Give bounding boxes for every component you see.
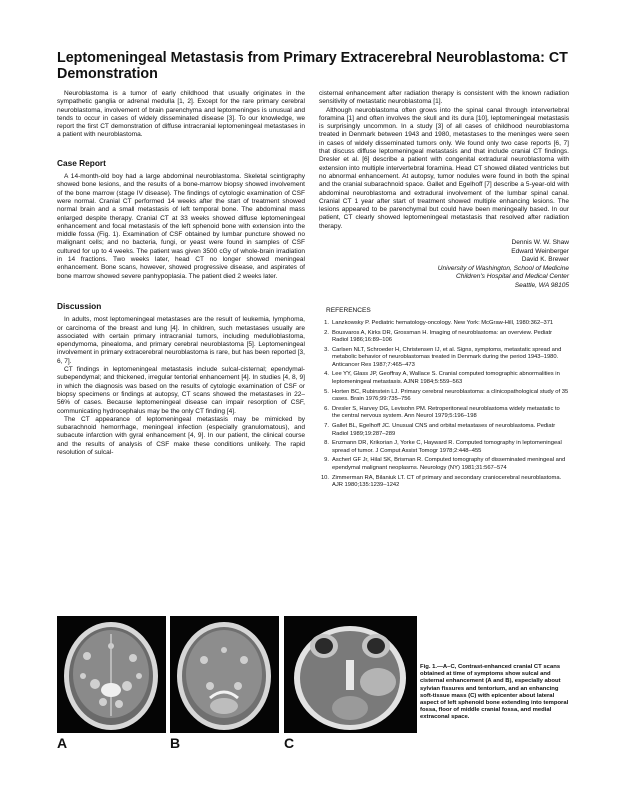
- affiliation-line: Children's Hospital and Medical Center: [456, 273, 569, 281]
- author-name: David K. Brewer: [521, 256, 569, 264]
- panel-label-a: A: [57, 735, 68, 751]
- reference-item: 4. Lee YY, Glass JP, Geoffray A, Wallace S. Cranial computed tomographic abnormalities in leptomeningeal metastasis. AJNR 1984;5:559–563: [324, 371, 560, 385]
- right-paragraph-1: cisternal enhancement after radiation therapy is consistent with the known radiation sensitivity of metastatic neuroblastoma [1].: [319, 90, 569, 106]
- discussion-paragraph-3: The CT appearance of leptomeningeal metastasis may be mimicked by subarachnoid hemorrhage, meningeal infection (especially granulomatous), and subacute infarction with gyral enhancement [4, 9]. In our patient, the clinical course and the results of analysis of CSF make these conditions unlikely. The rapid resolution of sulcal-: [57, 415, 305, 456]
- reference-item: 3. Carlsen NLT, Schroeder H, Christensen IJ, et al. Signs, symptoms, metastatic spread and metabolic behavior of neuroblastomas treated in Denmark during the period 1943–1980. Anticancer Res 1987;7:465–473: [324, 346, 562, 368]
- case-report-heading: Case Report: [57, 157, 106, 168]
- figure-caption: Fig. 1.—A–C, Contrast-enhanced cranial CT scans obtained at time of symptoms show sulcal and cisternal enhancement (A and B), especially about sylvian fissures and tentorium, and an enhancing soft-tissue mass (C) with epicenter about lateral aspect of left sphenoid bone extending into temporal fossa, floor of middle cranial fossa, and medial extraconal space.: [420, 664, 569, 721]
- reference-item: 2. Bousvaros A, Kirks DR, Grossman H. Imaging of neuroblastoma: an overview. Pediatr Radiol 1986;16:89–106: [324, 329, 553, 344]
- reference-item: 8. Enzmann DR, Krikorian J, Yorke C, Hayward R. Computed tomography in leptomeningeal spread of tumor. J Comput Assist Tomogr 1978;2:448–455: [324, 440, 562, 454]
- reference-item: 1. Lanzkowsky P. Pediatric hematology-oncology. New York: McGraw-Hill, 1980:362–371: [324, 319, 554, 326]
- right-column: [319, 90, 569, 492]
- reference-item: 6. Dresler S, Harvey DG, Levisohn PM. Retroperitoneal neuroblastoma widely metastatic to the central nervous system. Ann Neurol 1979;5:196–198: [324, 405, 560, 420]
- reference-item: 10. Zimmerman RA, Bilaniuk LT. CT of primary and secondary craniocerebral neuroblastoma. AJR 1980;135:1239–1242: [320, 474, 562, 489]
- article-title: Leptomeningeal Metastasis from Primary Extracerebral Neuroblastoma: CT Demonstration: [57, 50, 568, 82]
- discussion-paragraph-2: CT findings in leptomeningeal metastasis include sulcal-cisternal; ependymal-subependymal; and thickened, irregular tentorial enhancement [4]. In studies [4, 8, 9] in which the diagnosis was based on the results of cytologic examination of CSF or biopsy specimens or findings at autopsy, CT scans showed the metastases in 22–56% of cases. Because leptomeningeal disease can impair resorption of CSF, communicating hydrocephalus may be the only CT finding [4].: [57, 366, 305, 415]
- discussion-heading: Discussion: [57, 300, 102, 311]
- author-block: [319, 239, 569, 291]
- reference-list: [319, 320, 569, 490]
- ct-scan-panel-c: [284, 616, 417, 733]
- reference-item: 5. Horten BC, Rubinstein LJ. Primary cerebral neuroblastoma: a clinicopathological study of 35 cases. Brain 1976;99:735–756: [324, 388, 569, 403]
- left-column: [57, 90, 305, 457]
- author-name: Dennis W. W. Shaw: [511, 239, 569, 247]
- reference-item: 9. Ascherl GF Jr, Hilal SK, Brisman R. Computed tomography of disseminated meningeal and ependymal malignant neoplasms. Neurology (NY) 1981;31:567–574: [324, 457, 566, 471]
- affiliation-line: Seattle, WA 98105: [514, 282, 569, 290]
- discussion-paragraph-1: In adults, most leptomeningeal metastases are the result of leukemia, lymphoma, or carcinoma of the breast and lung [4]. In children, such metastases usually are associated with certain primary intracranial tumors, including medulloblastoma, ependymoma, pinealoma, and primary cerebral neuroblastoma [5]. Leptomeningeal involvement in primary extracerebral neuroblastoma is rare, but has been reported [3, 6, 7].: [57, 316, 305, 365]
- references-heading: REFERENCES: [326, 306, 371, 314]
- affiliation-line: University of Washington, School of Medicine: [437, 264, 569, 272]
- panel-label-c: C: [284, 735, 295, 751]
- right-paragraph-2: Although neuroblastoma often grows into the spinal canal through intervertebral foramina [1] and often involves the skull and its dura [10], leptomeningeal metastasis is surprisingly uncommon. In a study [3] of all cases of childhood neuroblastoma treated in Denmark between 1943 and 1980, metastases to the meninges were seen in cases of widely disseminated tumors only. We found only two case reports [6, 7] that discuss diffuse leptomeningeal metastasis and that include cranial CT findings. Dresler et al. [6] describe a patient with congenital extradural neuroblastoma with extension into multiple intervertebral foramina. Head CT showed dilated ventricles but no abnormal enhancement. At autopsy, tumor nodules were found in both the spinal and the cranial subarachnoid space. Gallet and Egelhoff [7] describe a 5-year-old with abdominal neuroblastoma and extradural involvement of the lumbar spinal canal. Cranial CT 1 year after start of treatment showed multiple enhancing lesions. The lesions appeared to be parenchymal but could have been meningeally based. In our patient, CT clearly showed leptomeningeal metastasis that resolved after radiation therapy.: [319, 106, 569, 230]
- panel-label-b: B: [170, 735, 181, 751]
- ct-scan-panel-b: [170, 616, 279, 733]
- case-report-paragraph: A 14-month-old boy had a large abdominal neuroblastoma. Skeletal scintigraphy showed bone lesions, and the results of a bone-marrow biopsy showed involvement of the bone marrow (stage IV disease). The findings of cytologic examination of CSF were normal. Cranial CT performed 14 weeks after the start of treatment showed normal brain and a small metastasis of left temporal bone. The abdominal mass enlarged despite therapy. Cranial CT at 33 weeks showed diffuse leptomeningeal enhancement and focal metastasis of the left sphenoid bone with extension into the middle fossa (Fig. 1). Examination of CSF obtained by lumbar puncture showed no malignant cells; and no bacteria, fungi, or yeast were found in samples of CSF cultured for up to 4 weeks. The patient was given 3500 cGy of whole-brain irradiation in 14 fractions. Two weeks later, head CT no longer showed meningeal enhancement. Bone scans, however, showed progressive disease, and aspirates of bone marrow showed severe panhypoplasia. The patient died 2 weeks later.: [57, 173, 305, 280]
- reference-item: 7. Gallet BL, Egelhoff JC. Unusual CNS and orbital metastases of neuroblastoma. Pediatr Radiol 1989;19:287–289: [324, 423, 556, 437]
- ct-scan-panel-a: [57, 616, 166, 733]
- intro-paragraph: Neuroblastoma is a tumor of early childhood that usually originates in the sympathetic ganglia or adrenal medulla [1, 2]. Except for the rare primary cerebral neuroblastoma, involvement of brain parenchyma and leptomeninges is unusual and tends to occur in cases of widely disseminated disease [3]. To our knowledge, we report the first CT demonstration of diffuse intracranial leptomeningeal metastases in a patient with neuroblastoma.: [57, 90, 305, 139]
- author-name: Edward Weinberger: [511, 247, 569, 255]
